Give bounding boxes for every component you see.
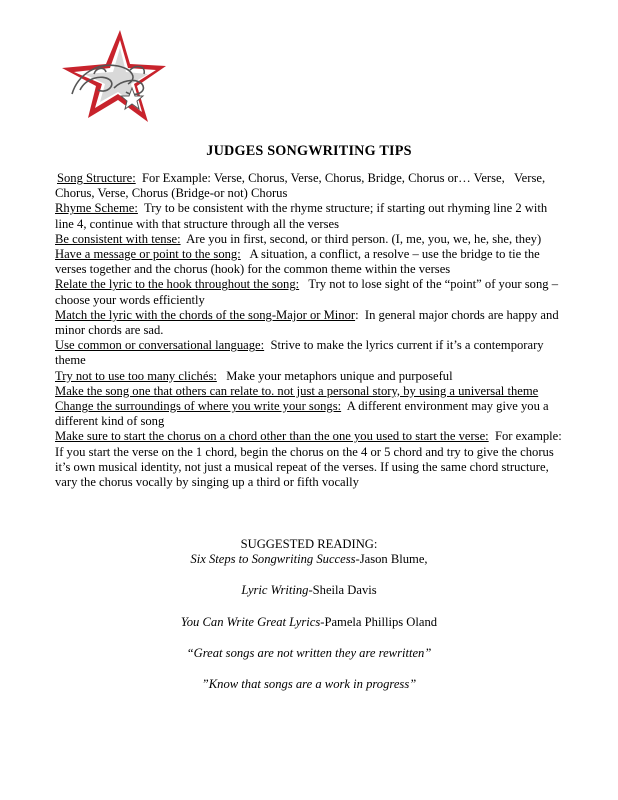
tip-item — [55, 369, 567, 384]
book-2 — [0, 583, 618, 598]
tip-item — [55, 308, 567, 338]
book-2-title: Lyric Writing — [241, 583, 309, 598]
tip-item — [55, 429, 567, 490]
tip-heading: Have a message or point to the song: — [55, 247, 241, 262]
book-3 — [0, 615, 618, 630]
tip-heading: Try not to use too many clichés: — [55, 368, 217, 383]
tip-text: : In general major chords are happy and minor chords are sad. — [55, 307, 562, 338]
tip-item — [55, 232, 567, 247]
tip-text: Try to be consistent with the rhyme structure; if starting out rhyming line 2 with line 4, continue with that structure through all the verses — [55, 201, 551, 231]
book-3-author: -Pamela Phillips Oland — [320, 614, 438, 629]
book-1 — [0, 552, 618, 567]
tip-heading: Relate the lyric to the hook throughout the song: — [55, 277, 300, 292]
tip-heading: Change the surroundings of where you write your songs: — [55, 399, 342, 414]
reading-heading: SUGGESTED READING: — [240, 537, 378, 551]
tip-text: Are you in first, second, or third person. (I, me, you, we, he, she, they) — [180, 231, 542, 246]
tip-heading: Match the lyric with the chords of the song-Major or Minor — [55, 307, 356, 322]
tip-heading: Rhyme Scheme: — [55, 201, 138, 216]
tip-item — [55, 247, 567, 277]
tip-heading: Be consistent with tense: — [55, 231, 181, 246]
tip-item — [55, 201, 567, 231]
tip-item — [55, 171, 567, 201]
book-2-author: -Sheila Davis — [308, 583, 377, 598]
tip-heading: Make the song one that others can relate to. not just a personal story, by using a universal theme — [55, 383, 539, 398]
book-3-title: You Can Write Great Lyrics — [180, 614, 321, 629]
book-1-title: Six Steps to Songwriting Success — [190, 552, 356, 567]
tip-heading: Make sure to start the chorus on a chord other than the one you used to start the verse: — [55, 429, 489, 444]
tip-text: For Example: Verse, Chorus, Verse, Chorus, Bridge, Chorus or… Verse, Verse, Chorus, Verse, Chorus (Bridge-or not) Chorus — [55, 171, 549, 201]
tip-text: Make your metaphors unique and purposeful — [216, 368, 453, 383]
quote-2: ”Know that songs are a work in progress” — [201, 677, 417, 692]
tip-heading: Use common or conversational language: — [55, 338, 265, 353]
tip-item — [55, 384, 567, 399]
page-title: JUDGES SONGWRITING TIPS — [206, 143, 412, 159]
tip-text: A different environment may give you a different kind of song — [55, 399, 552, 429]
tip-item — [55, 399, 567, 429]
tip-heading: Song Structure: — [57, 171, 136, 185]
suggested-reading — [0, 537, 618, 692]
star-logo — [58, 26, 170, 126]
tip-text: Try not to lose sight of the “point” of your song – choose your words efficiently — [55, 277, 562, 307]
tip-text: Strive to make the lyrics current if it’s a contemporary theme — [55, 338, 547, 368]
tip-text: For example: If you start the verse on the 1 chord, begin the chorus on the 4 or 5 chord and try to give the chorus it’s own musical identity, not just a musical repeat of the verses. If using the same chord structure, vary the chorus vocally by singing up a third or fifth vocally — [55, 429, 569, 490]
tip-item — [55, 277, 567, 307]
tip-item — [55, 338, 567, 368]
tip-text: A situation, a conflict, a resolve – use the bridge to tie the verses together and the chorus (hook) for the common theme within the verses — [55, 247, 543, 277]
tips-list — [55, 171, 567, 490]
book-1-author: -Jason Blume, — [355, 552, 428, 567]
quote-1: “Great songs are not written they are rewritten” — [186, 645, 432, 660]
